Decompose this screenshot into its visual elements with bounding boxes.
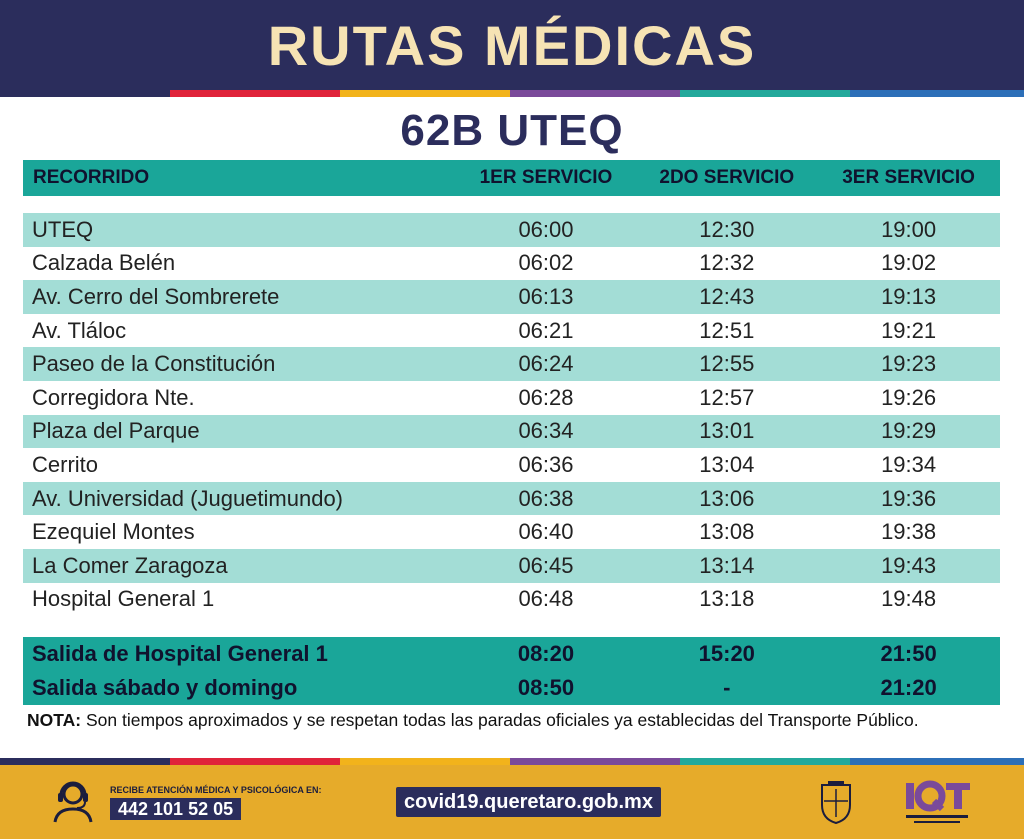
salida-time-3: 21:20 — [880, 675, 937, 700]
phone-number[interactable]: 442 101 52 05 — [110, 798, 241, 820]
time-2: 13:06 — [699, 485, 755, 511]
time-1: 06:36 — [518, 451, 574, 477]
table-row — [23, 515, 1000, 549]
time-2: 13:01 — [699, 418, 755, 444]
time-3: 19:48 — [881, 586, 937, 612]
iqt-logo — [900, 777, 974, 827]
table-row — [23, 381, 1000, 415]
salida-label: Salida sábado y domingo — [32, 675, 298, 700]
time-2: 12:51 — [699, 317, 755, 343]
time-1: 06:45 — [518, 552, 574, 578]
time-3: 19:36 — [881, 485, 937, 511]
time-3: 19:13 — [881, 283, 937, 309]
time-2: 13:04 — [699, 451, 755, 477]
table-row — [23, 314, 1000, 348]
stop-name: Hospital General 1 — [32, 586, 215, 612]
time-2: 12:55 — [699, 351, 755, 377]
stop-name: Av. Tláloc — [32, 317, 127, 343]
time-1: 06:40 — [518, 519, 574, 545]
time-2: 12:30 — [699, 216, 755, 242]
table-row — [23, 415, 1000, 449]
stop-name: Plaza del Parque — [32, 418, 200, 444]
salida-time-2: 15:20 — [698, 641, 755, 666]
table-header — [23, 160, 1000, 196]
salida-time-1: 08:50 — [517, 675, 575, 700]
salida-row-hospital — [23, 637, 1000, 671]
time-2: 12:32 — [699, 250, 755, 276]
time-2: 12:43 — [699, 283, 755, 309]
table-row — [23, 482, 1000, 516]
time-2: 13:18 — [699, 586, 755, 612]
table-row — [23, 247, 1000, 281]
header-2do-servicio: 2DO SERVICIO — [659, 167, 795, 188]
stop-name: Av. Universidad (Juguetimundo) — [32, 485, 344, 511]
time-3: 19:00 — [881, 216, 937, 242]
stop-name: Ezequiel Montes — [32, 519, 195, 545]
table-row — [23, 280, 1000, 314]
time-1: 06:48 — [518, 586, 574, 612]
footnote-text: Son tiempos aproximados y se respetan todas las paradas oficiales ya establecidas del Transporte Público. — [81, 710, 919, 730]
stop-name: Calzada Belén — [32, 250, 176, 276]
salida-time-3: 21:50 — [880, 641, 937, 666]
time-3: 19:38 — [881, 519, 937, 545]
header-1er-servicio: 1ER SERVICIO — [479, 167, 613, 188]
color-stripe-bottom — [0, 758, 1024, 765]
salida-time-2: - — [723, 675, 731, 700]
time-2: 13:14 — [699, 552, 755, 578]
time-2: 12:57 — [699, 384, 755, 410]
schedule-table — [23, 213, 1000, 616]
time-1: 06:38 — [518, 485, 574, 511]
table-row — [23, 213, 1000, 247]
time-1: 06:24 — [518, 351, 574, 377]
header-banner — [0, 0, 1024, 90]
time-3: 19:26 — [881, 384, 937, 410]
route-title: 62B UTEQ — [400, 106, 624, 155]
table-row — [23, 347, 1000, 381]
time-3: 19:29 — [881, 418, 937, 444]
stop-name: La Comer Zaragoza — [32, 552, 228, 578]
table-row — [23, 448, 1000, 482]
time-2: 13:08 — [699, 519, 755, 545]
website-link[interactable]: covid19.queretaro.gob.mx — [396, 787, 661, 817]
color-stripe-top — [0, 90, 1024, 97]
page-title: RUTAS MÉDICAS — [267, 13, 757, 77]
stop-name: Cerrito — [32, 451, 99, 477]
time-1: 06:13 — [518, 283, 574, 309]
time-3: 19:34 — [881, 451, 937, 477]
salida-label: Salida de Hospital General 1 — [32, 641, 328, 666]
time-3: 19:23 — [881, 351, 937, 377]
time-1: 06:21 — [518, 317, 574, 343]
phone-label: RECIBE ATENCIÓN MÉDICA Y PSICOLÓGICA EN: — [110, 785, 322, 795]
stop-name: UTEQ — [32, 216, 94, 242]
stop-name: Corregidora Nte. — [32, 384, 195, 410]
headset-agent-icon — [50, 777, 96, 823]
table-row — [23, 583, 1000, 617]
time-3: 19:43 — [881, 552, 937, 578]
time-1: 06:02 — [518, 250, 574, 276]
table-row — [23, 549, 1000, 583]
time-3: 19:02 — [881, 250, 937, 276]
time-1: 06:28 — [518, 384, 574, 410]
time-1: 06:00 — [518, 216, 574, 242]
salida-row-weekend — [23, 671, 1000, 705]
time-1: 06:34 — [518, 418, 574, 444]
header-3er-servicio: 3ER SERVICIO — [842, 167, 975, 188]
time-3: 19:21 — [881, 317, 937, 343]
stop-name: Av. Cerro del Sombrerete — [32, 283, 280, 309]
salida-time-1: 08:20 — [517, 641, 575, 666]
queretaro-seal-logo — [816, 777, 856, 827]
footnote — [27, 710, 1017, 731]
footer-bar — [0, 765, 1024, 839]
footnote-label: NOTA: — [27, 710, 82, 730]
stop-name: Paseo de la Constitución — [32, 351, 276, 377]
header-recorrido: RECORRIDO — [33, 167, 150, 188]
